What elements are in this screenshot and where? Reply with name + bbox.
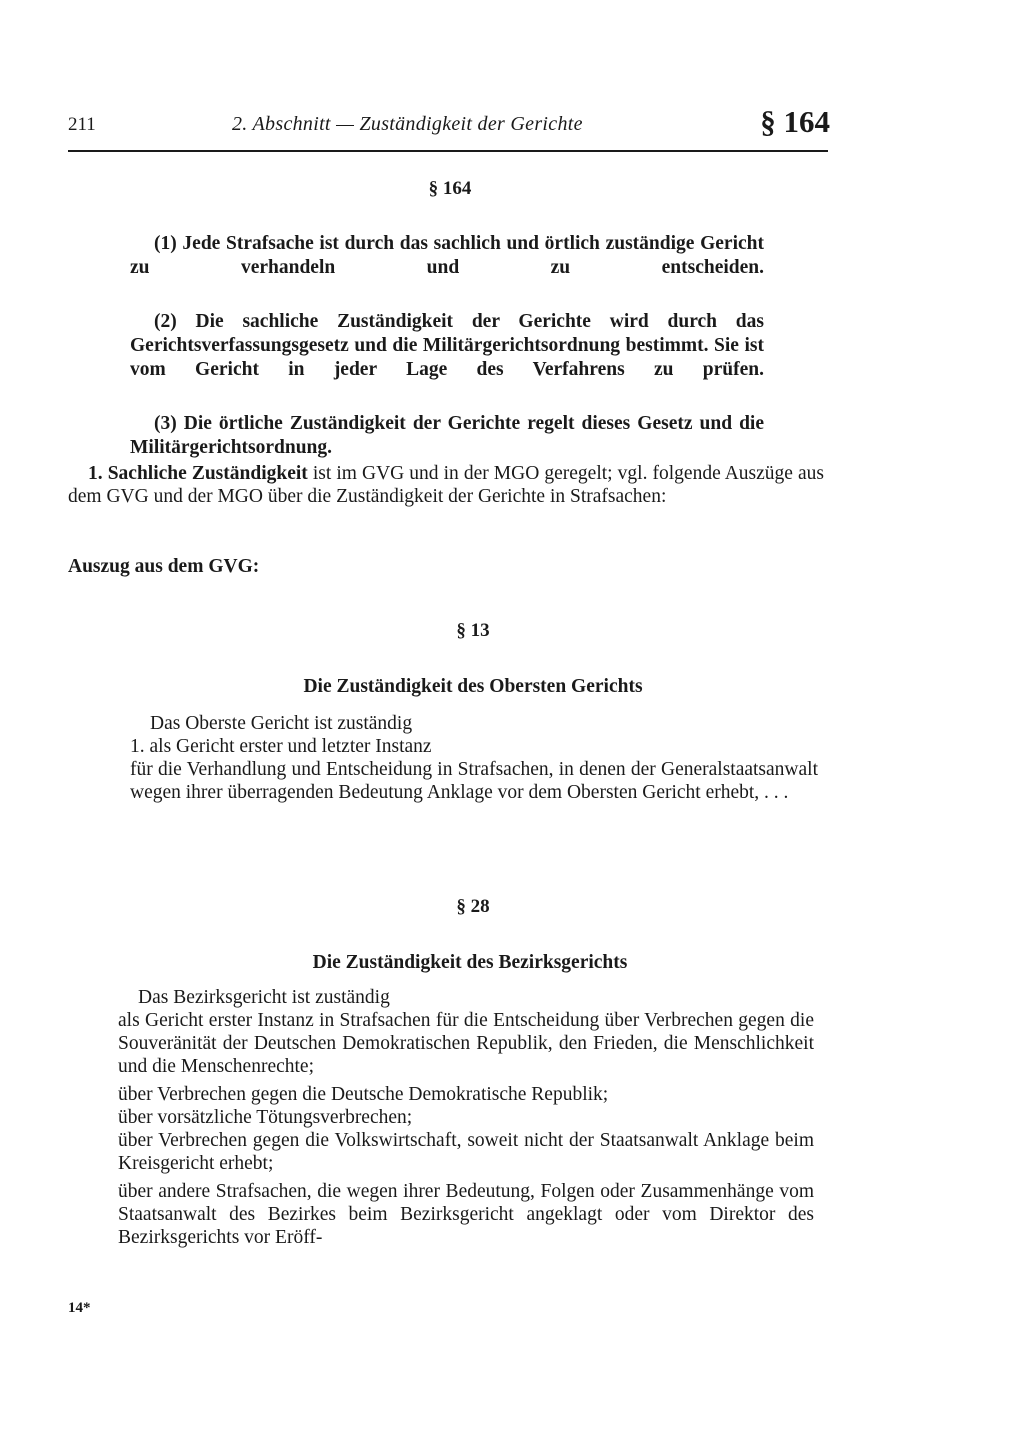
gvg-28-text: [118, 986, 814, 1249]
commentary-paragraph: [68, 462, 824, 508]
law-paragraph-3: (3) Die örtliche Zuständigkeit der Gerichte regelt dieses Gesetz und die Militärgerichtsordnung.: [130, 413, 764, 458]
commentary: [68, 462, 824, 508]
gvg-13-intro: Das Oberste Gericht ist zuständig: [150, 713, 413, 734]
page-number: 211: [68, 114, 96, 135]
commentary-term: Sachliche Zuständigkeit: [107, 463, 308, 484]
gvg-28-line-5: über andere Strafsachen, die wegen ihrer Bedeutung, Folgen oder Zusammenhänge vom Staatsanwalt des Bezirkes beim Bezirksgericht angeklagt oder vom Direktor des Bezirksgerichts vor Eröff-: [118, 1181, 814, 1248]
gvg-13-heading: § 13: [456, 620, 490, 641]
running-header: [68, 104, 830, 152]
gvg-13-item: 1. als Gericht erster und letzter Instanz: [130, 736, 432, 757]
running-title: 2. Abschnitt — Zuständigkeit der Gerichte: [232, 113, 583, 135]
excerpt-label: Auszug aus dem GVG:: [68, 556, 260, 577]
gvg-13-body: für die Verhandlung und Entscheidung in Strafsachen, in denen der Generalstaatsanwalt wegen ihrer überragenden Bedeutung Anklage vor dem Obersten Gericht erhebt, . . .: [130, 759, 818, 803]
section-marker: § 164: [760, 104, 830, 139]
gvg-28-line-1: als Gericht erster Instanz in Strafsachen für die Entscheidung über Verbrechen gegen die Souveränität der Deutschen Demokratischen Republik, den Frieden, die Menschlichkeit und die Menschenrechte;: [118, 1010, 814, 1077]
gvg-28-line-3: über vorsätzliche Tötungsverbrechen;: [118, 1107, 413, 1128]
law-paragraph-2: (2) Die sachliche Zuständigkeit der Gerichte wird durch das Gerichtsverfassungsgesetz und die Militärgerichtsordnung bestimmt. Sie ist vom Gericht in jeder Lage des Verfahrens zu prüfen.: [130, 311, 764, 380]
gvg-28-line-2: über Verbrechen gegen die Deutsche Demokratische Republik;: [118, 1084, 609, 1105]
commentary-text: ist im GVG und in der MGO geregelt; vgl. folgende Auszüge aus dem GVG und der MGO über die Zuständigkeit der Gerichte in Strafsachen:: [68, 463, 824, 507]
signature-mark: 14*: [68, 1300, 91, 1316]
gvg-13-title: Die Zuständigkeit des Obersten Gerichts: [303, 676, 643, 697]
law-paragraph-1: (1) Jede Strafsache ist durch das sachlich und örtlich zuständige Gericht zu verhandeln und zu entscheiden.: [130, 233, 764, 278]
gvg-13-text: [130, 712, 818, 804]
commentary-number: 1.: [88, 463, 103, 484]
header-rule: [68, 150, 828, 152]
law-section-heading: § 164: [428, 178, 472, 199]
gvg-28-line-4: über Verbrechen gegen die Volkswirtschaft, soweit nicht der Staatsanwalt Anklage beim Kreisgericht erhebt;: [118, 1130, 814, 1174]
gvg-28-intro: Das Bezirksgericht ist zuständig: [138, 987, 390, 1008]
gvg-28-heading: § 28: [456, 896, 490, 917]
gvg-28-title: Die Zuständigkeit des Bezirksgerichts: [312, 952, 628, 973]
law-text: [130, 232, 764, 490]
